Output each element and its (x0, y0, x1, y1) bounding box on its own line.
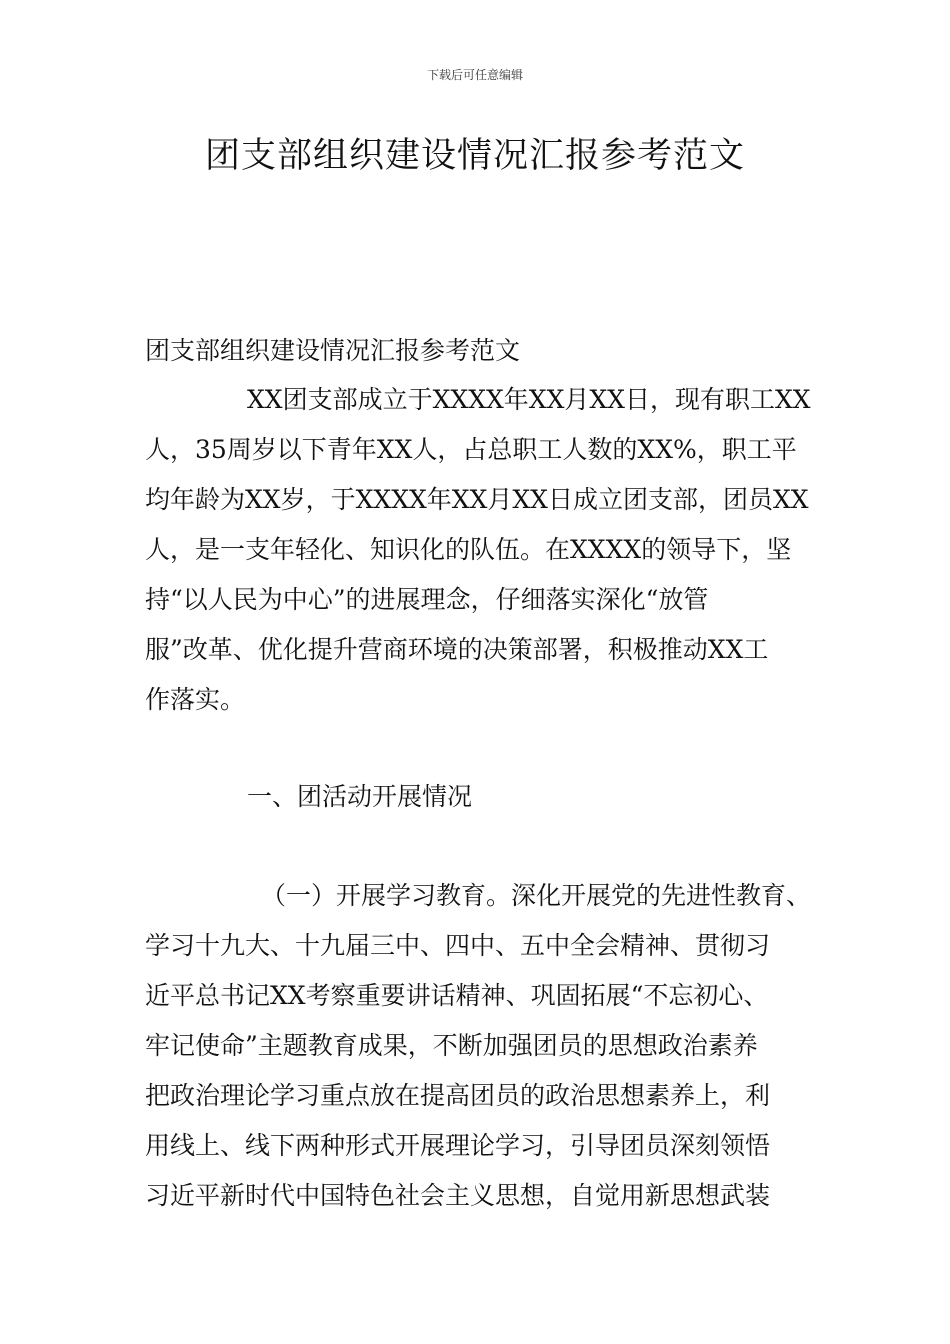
paragraph-line: 用线上、线下两种形式开展理论学习，引导团员深刻领悟 (145, 1131, 771, 1160)
paragraph-line: 均年龄为XX岁，于XXXX年XX月XX日成立团支部，团员XX (145, 485, 809, 514)
paragraph-line: 服”改革、优化提升营商环境的决策部署，积极推动XX工 (145, 635, 769, 664)
section-paragraph (145, 871, 815, 1221)
paragraph-line: 近平总书记XX考察重要讲话精神、巩固拓展“不忘初心、 (145, 981, 769, 1010)
section-heading: 一、团活动开展情况 (247, 782, 473, 811)
paragraph-line: 人，35周岁以下青年XX人，占总职工人数的XX%，职工平 (145, 435, 797, 464)
paragraph-line: 持“以人民为中心”的进展理念，仔细落实深化“放管 (145, 585, 709, 614)
paragraph-line: 牢记使命”主题教育成果，不断加强团员的思想政治素养 (145, 1031, 758, 1060)
paragraph-line: 人，是一支年轻化、知识化的队伍。在XXXX的领导下，坚 (145, 535, 792, 564)
subtitle-block (145, 326, 815, 376)
paragraph-line: 学习十九大、十九届三中、四中、五中全会精神、贯彻习 (145, 931, 771, 960)
document-title: 团支部组织建设情况汇报参考范文 (204, 136, 745, 176)
paragraph-line: 习近平新时代中国特色社会主义思想，自觉用新思想武装 (145, 1181, 771, 1210)
paragraph-line: （一）开展学习教育。深化开展党的先进性教育、 (261, 881, 812, 910)
intro-paragraph (145, 375, 815, 725)
subtitle-line: 团支部组织建设情况汇报参考范文 (145, 336, 521, 365)
paragraph-line: 作落实。 (145, 685, 246, 714)
header-note: 下载后可任意编辑 (426, 68, 523, 82)
paragraph-line: XX团支部成立于XXXX年XX月XX日，现有职工XX (247, 385, 811, 414)
paragraph-line: 把政治理论学习重点放在提高团员的政治思想素养上，利 (145, 1081, 771, 1110)
section-heading-block (145, 772, 815, 822)
